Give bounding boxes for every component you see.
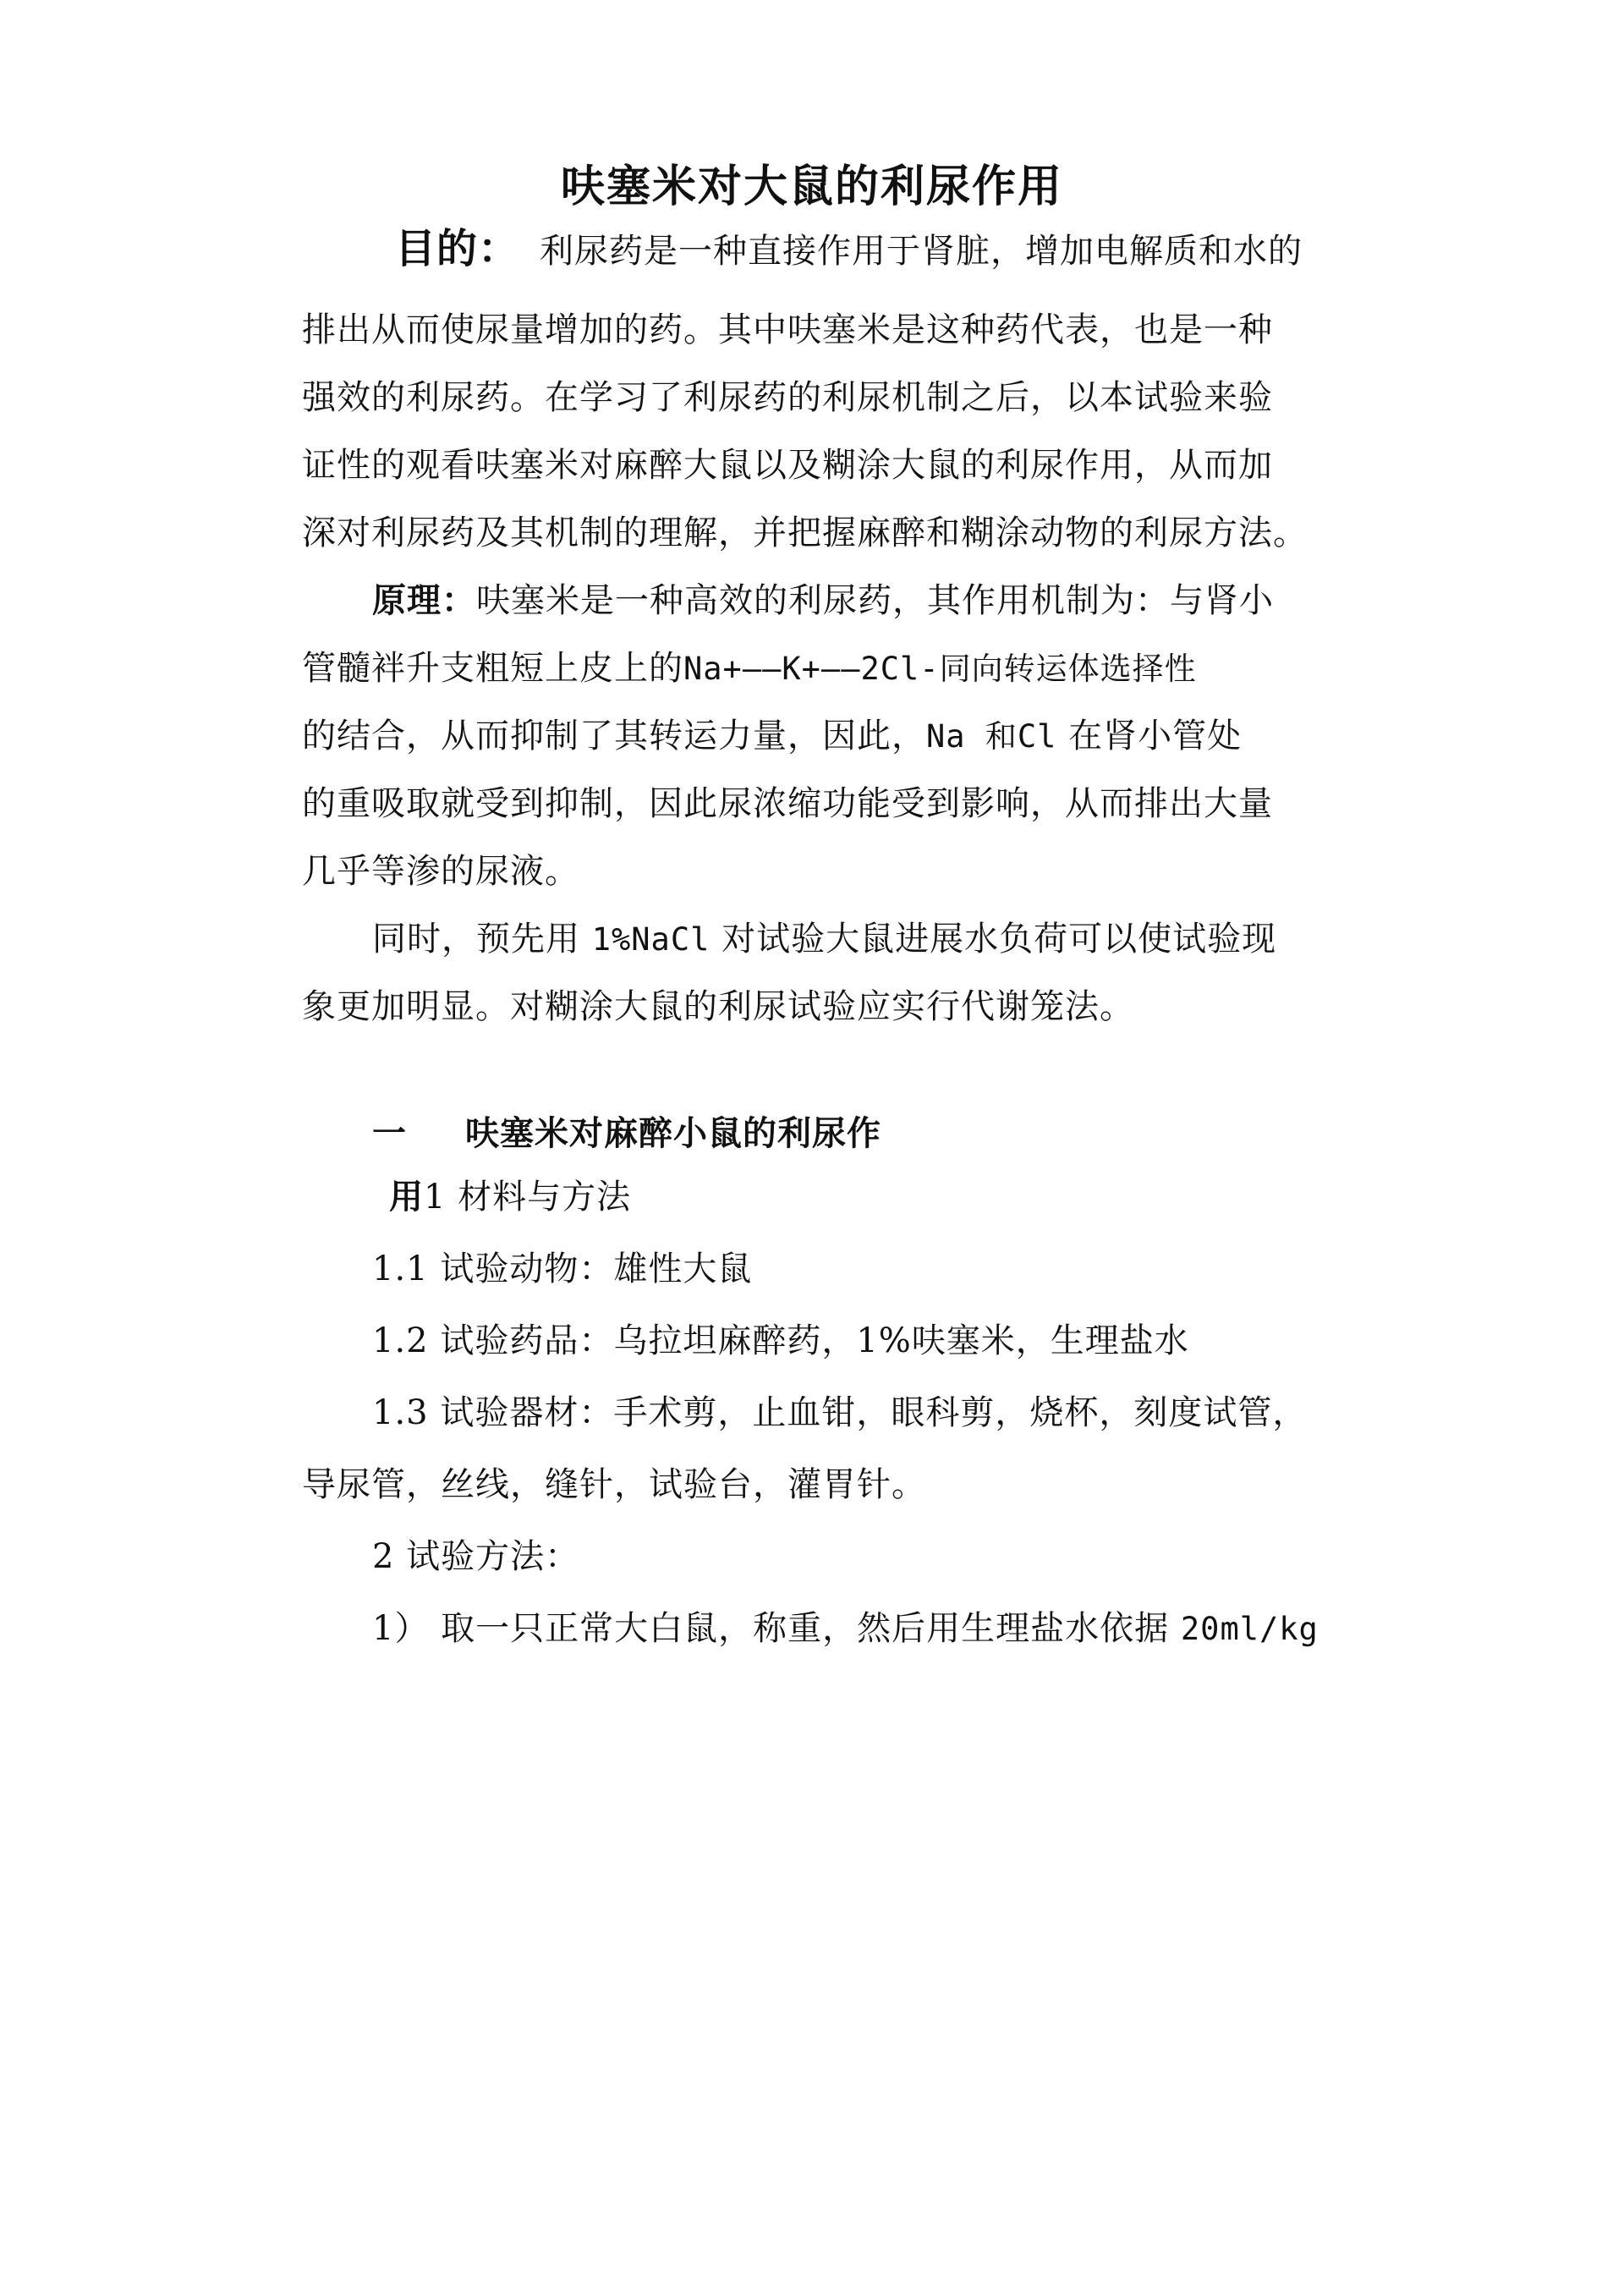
section-subheading [389,1177,632,1217]
note-text-pre: 同时，预先用 [372,920,592,958]
page-title: 呋塞米对大鼠的利尿作用 [560,161,1063,212]
principle-label: 原理： [372,580,476,620]
item-animals: 1.1 试验动物：雄性大鼠 [372,1250,753,1288]
method-step-1 [372,1609,1319,1648]
principle-transporter: Na+——K+——2Cl-同向转运体选择性 [683,651,1197,687]
purpose-text-1: 利尿药是一种直接作用于肾脏，增加电解质和水的 [540,232,1303,271]
principle-text-3: 的结合，从而抑制了其转运力量，因此， [302,717,926,755]
method-step-1-text: 1） 取一只正常大白鼠，称重，然后用生理盐水依据 [372,1609,1181,1648]
principle-line-4: 的重吸取就受到抑制，因此尿浓缩功能受到影响，从而排出大量 [302,784,1273,823]
purpose-label: 目的： [395,225,520,272]
principle-text-2: 管髓袢升支粗短上皮上的 [302,649,683,688]
principle-line-5: 几乎等渗的尿液。 [302,852,579,891]
section-title-end: 用 [389,1177,424,1217]
purpose-line-1 [395,225,1303,272]
section-number: 一 [372,1113,407,1153]
principle-line-3 [302,719,1242,753]
note-line-2: 象更加明显。对糊涂大鼠的利尿试验应实行代谢笼法。 [302,987,1134,1026]
method-heading: 2 试验方法： [372,1537,580,1576]
principle-line-2 [302,649,1197,688]
item-equipment-2: 导尿管，丝线，缝针，试验台，灌胃针。 [302,1465,926,1504]
note-line-1 [372,922,1276,956]
principle-line-1 [372,580,1274,620]
principle-text-3b: 在肾小管处 [1056,717,1243,755]
purpose-line-3: 强效的利尿药。在学习了利尿药的利尿机制之后，以本试验来验 [302,378,1273,417]
method-step-1-dose: 20ml/kg [1180,1611,1319,1647]
principle-text-1: 呋塞米是一种高效的利尿药，其作用机制为：与肾小 [476,581,1274,620]
item-equipment-1: 1.3 试验器材：手术剪，止血钳，眼科剪，烧杯，刻度试管， [372,1393,1308,1432]
note-nacl: 1%NaCl [591,921,710,958]
purpose-line-2: 排出从而使尿量增加的药。其中呋塞米是这种药代表，也是一种 [302,310,1273,349]
note-text-post: 对试验大鼠进展水负荷可以使试验现 [710,920,1277,958]
section-title: 呋塞米对麻醉小鼠的利尿作 [465,1113,881,1153]
materials-heading: 1 材料与方法 [424,1178,632,1217]
purpose-line-5: 深对利尿药及其机制的理解，并把握麻醉和糊涂动物的利尿方法。 [302,514,1308,552]
section-heading [372,1113,881,1153]
purpose-line-4: 证性的观看呋塞米对麻醉大鼠以及糊涂大鼠的利尿作用，从而加 [302,446,1273,485]
principle-ions: Na 和Cl [926,718,1057,755]
item-drugs: 1.2 试验药品：乌拉坦麻醉药，1%呋塞米，生理盐水 [372,1321,1189,1360]
